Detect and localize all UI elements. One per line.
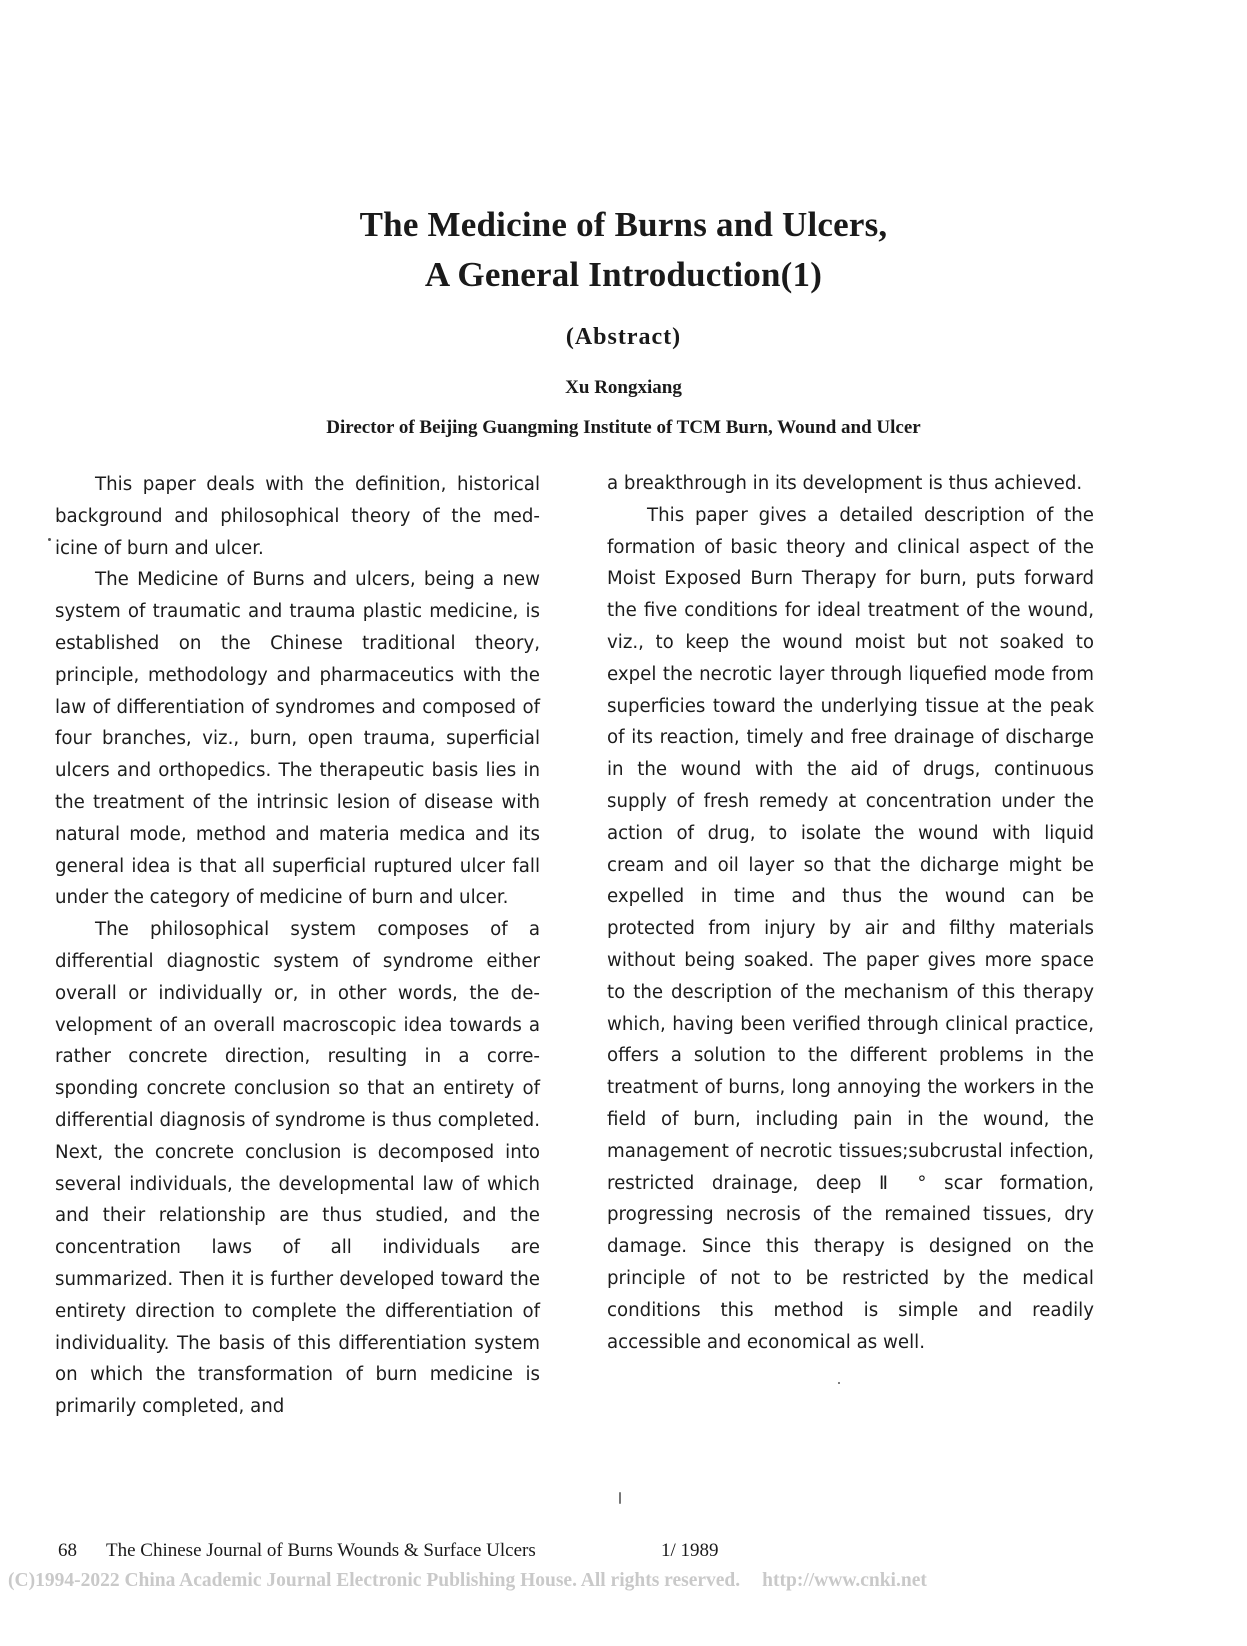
body-paragraph: This paper gives a detailed description of the formation of basic theory and clinical aspect of the Moist Exposed Burn Therapy for burn, puts forward the five conditions for ideal treatment of the wound, viz., to keep the wound moist but not soaked to expel the necrotic layer through liquefied mode from superficies toward the underlying tissue at the peak of its reaction, timely and free drainage of discharge in the wound with the aid of drugs, continuous supply of fresh remedy at concentration under the action of drug, to isolate the wound with liquid cream and oil layer so that the dicharge might be expelled in time and thus the wound can be protected from injury by air and filthy materials without being soaked. The paper gives more space to the description of the mechanism of this therapy which, having been verified through clinical practice, offers a solution to the different problems in the treatment of burns, long annoying the workers in the field of burn, including pain in the wound, the management of necrotic tissues;subcrustal infection, restricted drainage, deep Ⅱ ° scar formation, progressing necrosis of the remained tissues, dry damage. Since this therapy is designed on the principle of not to be restricted by the medical conditions this method is simple and readily accessible and economical as well. [607,504,1094,1353]
page-footer [58,1540,719,1562]
scan-speck [48,538,51,541]
article-title-line-1: The Medicine of Burns and Ulcers, [359,205,888,244]
journal-name: The Chinese Journal of Burns Wounds & Surface Ulcers [106,1540,536,1561]
body-paragraph-continuation: a breakthrough in its development is thus achieved. [607,473,1083,494]
author-name: Xu Rongxiang [565,377,682,398]
copyright-watermark [8,1570,927,1592]
page-number: 68 [58,1540,77,1561]
body-column-right [607,468,1094,1358]
body-paragraph: The Medicine of Burns and ulcers, being a new system of traumatic and trauma plastic medicine, is established on the Chinese traditional theory, principle, methodology and pharmaceutics with the law of differentiation of syndromes and composed of four branches, viz., burn, open trauma, superficial ulcers and orthopedics. The therapeutic basis lies in the treatment of the intrinsic lesion of disease with natural mode, method and materia medica and its general idea is that all superficial ruptured ulcer fall under the category of medicine of burn and ulcer. [55,569,540,909]
article-header [0,200,1247,440]
publisher-url[interactable]: http://www.cnki.net [762,1570,927,1591]
copyright-text: (C)1994-2022 China Academic Journal Electronic Publishing House. All rights reserved. [8,1570,741,1591]
body-paragraph: This paper deals with the definition, historical background and philosophical theory of the medicine of burn and ulcer. [55,474,540,559]
scan-speck [838,1382,840,1384]
scan-mark [619,1492,621,1504]
article-subtitle: (Abstract) [565,324,682,350]
journal-issue: 1/ 1989 [661,1540,719,1561]
author-affiliation: Director of Beijing Guangming Institute of TCM Burn, Wound and Ulcer [326,417,921,438]
body-paragraph: The philosophical system composes of a differential diagnostic system of syndrome either overall or individually or, in other words, the development of an overall macroscopic idea towards a rather concrete direction, resulting in a corresponding concrete conclusion so that an entirety of differential diagnosis of syndrome is thus completed. Next, the concrete conclusion is decomposed into several individuals, the developmental law of which and their relationship are thus studied, and the concentration laws of all individuals are summarized. Then it is further developed toward the entirety direction to complete the differentiation of individuality. The basis of this differentiation system on which the transformation of burn medicine is primarily completed, and [55,919,540,1418]
article-title-line-2: A General Introduction(1) [424,255,823,294]
body-column-left [55,469,540,1423]
